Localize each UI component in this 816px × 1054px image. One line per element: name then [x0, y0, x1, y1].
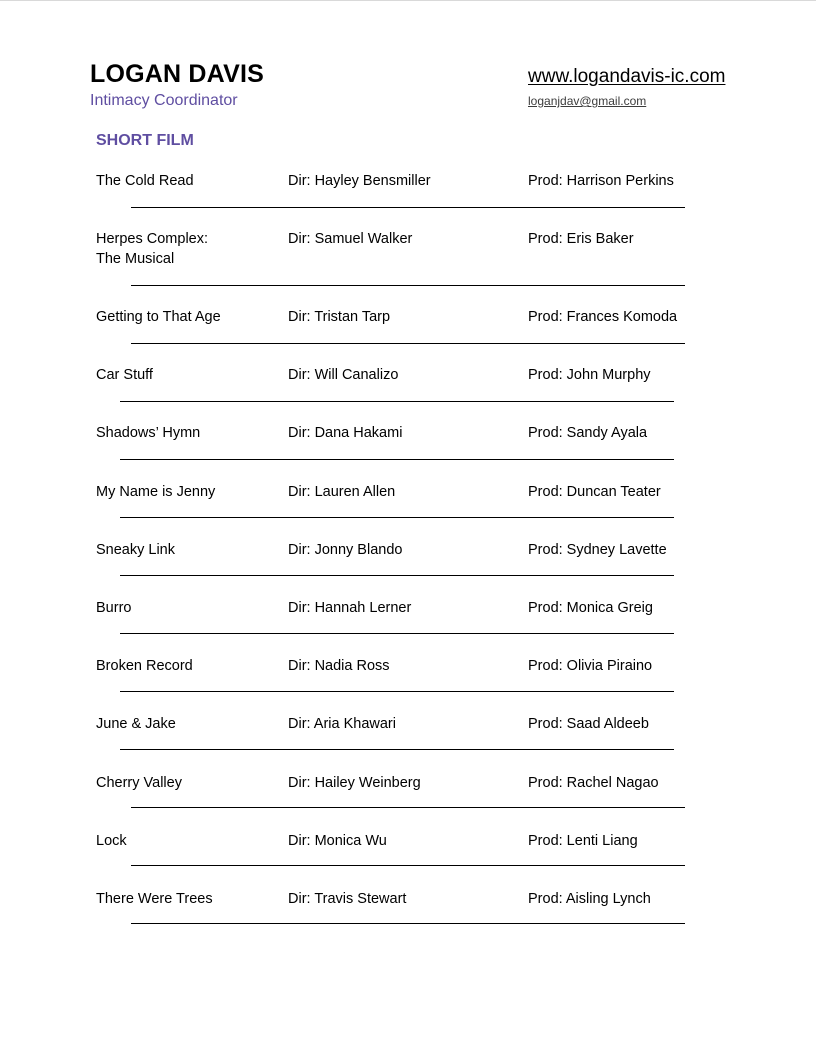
credit-director: Dir: Will Canalizo: [288, 367, 399, 383]
credit-row: [0, 229, 816, 269]
row-divider: [131, 923, 685, 924]
resume-name: LOGAN DAVIS: [90, 60, 264, 88]
credit-producer: Prod: Rachel Nagao: [528, 775, 659, 791]
credit-row: [0, 482, 816, 522]
row-divider: [131, 207, 685, 208]
email-link[interactable]: loganjdav@gmail.com: [528, 94, 647, 108]
credit-director: Dir: Dana Hakami: [288, 425, 403, 441]
credit-director: Dir: Nadia Ross: [288, 658, 390, 674]
credit-director: Dir: Jonny Blando: [288, 542, 403, 558]
credit-director: Dir: Lauren Allen: [288, 484, 396, 500]
credit-row: [0, 540, 816, 580]
credit-director: Dir: Hayley Bensmiller: [288, 173, 431, 189]
credit-title: Getting to That Age: [96, 309, 221, 325]
credit-director: Dir: Tristan Tarp: [288, 309, 391, 325]
row-divider: [131, 807, 685, 808]
credit-producer: Prod: Lenti Liang: [528, 833, 638, 849]
row-divider: [120, 401, 674, 402]
credit-producer: Prod: Aisling Lynch: [528, 891, 651, 907]
credit-title: My Name is Jenny: [96, 484, 216, 500]
credit-title: Sneaky Link: [96, 542, 175, 558]
credit-producer: Prod: Monica Greig: [528, 600, 653, 616]
credit-producer: Prod: John Murphy: [528, 367, 651, 383]
credit-producer: Prod: Olivia Piraino: [528, 658, 653, 674]
row-divider: [131, 865, 685, 866]
row-divider: [120, 575, 674, 576]
credit-producer: Prod: Sandy Ayala: [528, 425, 648, 441]
credit-director: Dir: Samuel Walker: [288, 231, 413, 247]
credit-director: Dir: Hailey Weinberg: [288, 775, 421, 791]
credit-row: [0, 714, 816, 754]
credit-title: Herpes Complex: The Musical: [96, 231, 209, 267]
row-divider: [131, 285, 685, 286]
credit-producer: Prod: Sydney Lavette: [528, 542, 667, 558]
credit-row: [0, 656, 816, 696]
credit-title: June & Jake: [96, 716, 176, 732]
credit-producer: Prod: Harrison Perkins: [528, 173, 674, 189]
credit-row: [0, 365, 816, 405]
credit-producer: Prod: Saad Aldeeb: [528, 716, 649, 732]
credit-row: [0, 423, 816, 463]
resume-role: Intimacy Coordinator: [90, 92, 238, 109]
credit-title: Car Stuff: [96, 367, 153, 383]
credit-row: [0, 171, 816, 211]
credit-producer: Prod: Frances Komoda: [528, 309, 678, 325]
credit-title: Shadows’ Hymn: [96, 425, 201, 441]
row-divider: [120, 459, 674, 460]
credit-title: There Were Trees: [96, 891, 213, 907]
row-divider: [120, 691, 674, 692]
credit-director: Dir: Travis Stewart: [288, 891, 407, 907]
credit-row: [0, 307, 816, 347]
credit-title: Broken Record: [96, 658, 193, 674]
credit-title: The Cold Read: [96, 173, 194, 189]
credit-title: Cherry Valley: [96, 775, 182, 791]
row-divider: [120, 633, 674, 634]
credit-director: Dir: Hannah Lerner: [288, 600, 412, 616]
row-divider: [131, 343, 685, 344]
credit-title: Burro: [96, 600, 132, 616]
credit-title: Lock: [96, 833, 127, 849]
website-link[interactable]: www.logandavis-ic.com: [528, 66, 726, 87]
credit-row: [0, 598, 816, 638]
row-divider: [120, 749, 674, 750]
row-divider: [120, 517, 674, 518]
credits-list: [0, 1, 816, 1054]
credit-director: Dir: Aria Khawari: [288, 716, 396, 732]
credit-director: Dir: Monica Wu: [288, 833, 387, 849]
credit-producer: Prod: Duncan Teater: [528, 484, 661, 500]
section-title-short-film: SHORT FILM: [96, 132, 194, 149]
credit-producer: Prod: Eris Baker: [528, 231, 634, 247]
